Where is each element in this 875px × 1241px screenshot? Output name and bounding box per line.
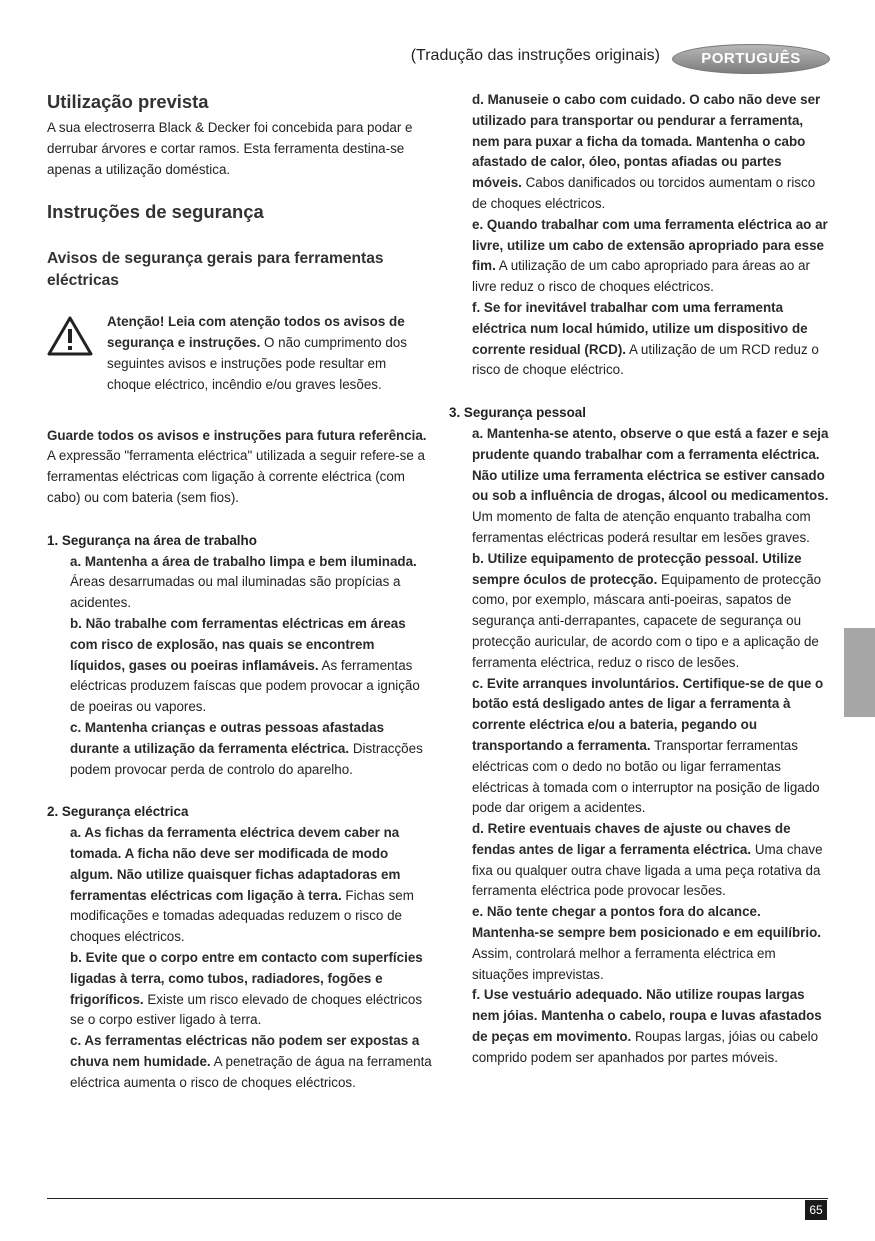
intended-use-heading: Utilização prevista <box>47 91 209 112</box>
footer-divider <box>47 1198 828 1199</box>
list-item: d. Manuseie o cabo com cuidado. O cabo não deve ser utilizado para transportar ou pendurar a ferramenta, nem para puxar a ficha da tomada. Mantenha o cabo afastado de calor, óleo, pontas afiadas ou partes móveis. Cabos danificados ou torcidos aumentam o risco de choques eléctricos. <box>472 92 821 211</box>
page-number: 65 <box>805 1200 827 1220</box>
list-item: c. Evite arranques involuntários. Certifique-se de que o botão está desligado antes de ligar a ferramenta à corrente eléctrica e/ou a bateria, pegando ou transportando a ferramenta. Transportar ferramentas eléctricas com o dedo no botão ou ligar ferramentas eléctricas à tomada com o interruptor na posição de ligado pode dar origem a acidentes. <box>472 675 824 816</box>
list-item: b. Evite que o corpo entre em contacto com superfícies ligadas à terra, como tubos, radiadores, fogões e frigoríficos. Existe um risco elevado de choques eléctricos se o corpo estiver ligado à terra. <box>70 949 423 1028</box>
list-item: c. Mantenha crianças e outras pessoas afastadas durante a utilização da ferramenta eléctrica. Distracções podem provocar perda de controlo do aparelho. <box>70 719 423 777</box>
list-item: e. Não tente chegar a pontos fora do alcance. Mantenha-se sempre bem posicionado e em equilíbrio. Assim, controlará melhor a ferramenta eléctrica em situações imprevistas. <box>472 904 821 982</box>
general-warnings-heading: Avisos de segurança gerais para ferramentas eléctricas <box>47 250 384 290</box>
language-badge: PORTUGUÊS <box>672 44 830 74</box>
left-column <box>47 90 432 1093</box>
intended-use-paragraph: A sua electroserra Black & Decker foi concebida para podar e derrubar árvores e cortar ramos. Esta ferramenta destina-se apenas a utilização doméstica. <box>47 120 413 177</box>
list-item: f. Se for inevitável trabalhar com uma ferramenta eléctrica num local húmido, utilize um dispositivo de corrente residual (RCD). A utilização de um RCD reduz o risco de choque eléctrico. <box>472 299 819 378</box>
section-2-title: 2. Segurança eléctrica <box>47 804 189 820</box>
right-column <box>449 90 831 1069</box>
section-3-title: 3. Segurança pessoal <box>449 405 586 421</box>
list-item: c. As ferramentas eléctricas não podem ser expostas a chuva nem humidade. A penetração de água na ferramenta eléctrica aumenta o risco de choques eléctricos. <box>70 1033 432 1090</box>
keep-warnings-paragraph: Guarde todos os avisos e instruções para futura referência. A expressão "ferramenta eléctrica" utilizada a seguir refere-se a ferramentas eléctricas com ligação à corrente eléctrica (com cabo) ou com bateria (sem fios). <box>47 427 427 505</box>
list-item: a. Mantenha a área de trabalho limpa e bem iluminada. Áreas desarrumadas ou mal iluminadas são propícias a acidentes. <box>70 553 417 611</box>
safety-instructions-heading: Instruções de segurança <box>47 201 264 223</box>
translation-note: (Tradução das instruções originais) <box>410 47 660 64</box>
section-1-title: 1. Segurança na área de trabalho <box>47 532 257 548</box>
list-item: a. As fichas da ferramenta eléctrica devem caber na tomada. A ficha não deve ser modificada de modo algum. Não utilize quaisquer fichas adaptadoras em ferramentas eléctricas com ligação à terra. Fichas sem modificações e tomadas adequadas reduzem o risco de choques eléctricos. <box>70 825 414 945</box>
warning-text: Atenção! Leia com atenção todos os avisos de segurança e instruções. O não cumprimento dos seguintes avisos e instruções pode resultar em choque eléctrico, incêndio e/ou graves lesões. <box>107 314 407 392</box>
list-item: a. Mantenha-se atento, observe o que está a fazer e seja prudente quando trabalhar com a ferramenta eléctrica. Não utilize uma ferramenta eléctrica se estiver cansado ou sob a influência de drogas, álcool ou medicamentos. Um momento de falta de atenção enquanto trabalha com ferramentas eléctricas poderá resultar em lesões graves. <box>472 425 829 545</box>
list-item: d. Retire eventuais chaves de ajuste ou chaves de fendas antes de ligar a ferramenta eléctrica. Uma chave fixa ou qualquer outra chave ligada a uma peça rotativa da ferramenta eléctrica pode provocar lesões. <box>472 821 823 899</box>
side-language-tab <box>844 628 875 717</box>
list-item: f. Use vestuário adequado. Não utilize roupas largas nem jóias. Mantenha o cabelo, roupa e luvas afastados de peças em movimento. Roupas largas, jóias ou cabelo comprido podem ser apanhados por partes móveis. <box>472 987 822 1065</box>
list-item: b. Não trabalhe com ferramentas eléctricas em áreas com risco de explosão, nas quais se encontrem líquidos, gases ou poeiras inflamáveis. As ferramentas eléctricas produzem faíscas que podem provocar a ignição de poeiras ou vapores. <box>70 615 420 715</box>
list-item: b. Utilize equipamento de protecção pessoal. Utilize sempre óculos de protecção. Equipamento de protecção como, por exemplo, máscara anti-poeiras, sapatos de segurança anti-derrapantes, capacete de segurança ou protecção auricular, de acordo com o tipo e a aplicação de ferramenta eléctrica, reduz o risco de lesões. <box>472 550 822 670</box>
warning-block <box>47 312 432 395</box>
list-item: e. Quando trabalhar com uma ferramenta eléctrica ao ar livre, utilize um cabo de extensão apropriado para esse fim. A utilização de um cabo apropriado para áreas ao ar livre reduz o risco de choques eléctricos. <box>472 216 828 295</box>
warning-triangle-icon <box>47 316 93 356</box>
